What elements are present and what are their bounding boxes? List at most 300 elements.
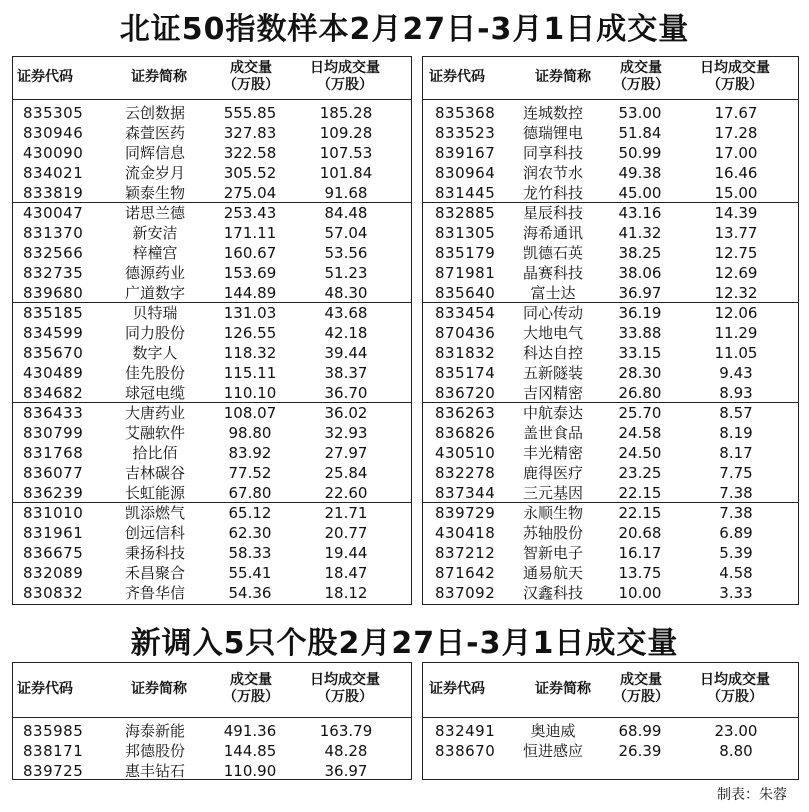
daily-volume-value: 8.19 bbox=[719, 424, 753, 442]
volume-value: 98.80 bbox=[228, 424, 272, 442]
daily-volume-value: 84.48 bbox=[324, 204, 368, 222]
table-row bbox=[423, 403, 798, 423]
table-row bbox=[13, 303, 411, 323]
stock-code: 835185 bbox=[23, 304, 84, 322]
stock-code: 835179 bbox=[435, 244, 496, 262]
stock-code: 870436 bbox=[435, 324, 496, 342]
stock-code: 836433 bbox=[23, 404, 84, 422]
volume-value: 33.15 bbox=[618, 344, 662, 362]
volume-value: 38.25 bbox=[618, 244, 662, 262]
header-volume bbox=[601, 60, 681, 94]
header-daily-volume-line1: 日均成交量 bbox=[310, 60, 380, 76]
daily-volume-value: 107.53 bbox=[319, 144, 373, 162]
stock-code: 834021 bbox=[23, 164, 84, 182]
header-daily-volume bbox=[295, 672, 395, 706]
stock-name: 盖世食品 bbox=[522, 424, 583, 442]
daily-volume-value: 22.60 bbox=[324, 484, 368, 502]
stock-code: 836675 bbox=[23, 544, 84, 562]
daily-volume-value: 7.75 bbox=[719, 464, 753, 482]
table-row bbox=[13, 283, 411, 303]
stock-name: 吉冈精密 bbox=[522, 384, 583, 402]
volume-value: 58.33 bbox=[228, 544, 272, 562]
stock-name: 海希通讯 bbox=[522, 224, 583, 242]
daily-volume-value: 91.68 bbox=[324, 184, 368, 202]
stock-code: 871642 bbox=[435, 564, 496, 582]
new-stocks-table-left bbox=[12, 662, 412, 780]
stock-code: 838171 bbox=[23, 742, 84, 760]
volume-value: 54.36 bbox=[228, 584, 272, 602]
header-daily-volume bbox=[295, 60, 395, 94]
volume-value: 36.19 bbox=[618, 304, 662, 322]
daily-volume-value: 8.93 bbox=[719, 384, 753, 402]
volume-value: 16.17 bbox=[618, 544, 662, 562]
stock-code: 837344 bbox=[435, 484, 496, 502]
stock-code: 830799 bbox=[23, 424, 84, 442]
volume-value: 22.15 bbox=[618, 484, 662, 502]
stock-name: 润农节水 bbox=[522, 164, 583, 182]
volume-value: 83.92 bbox=[228, 444, 272, 462]
table-row bbox=[423, 103, 798, 123]
stock-name: 数字人 bbox=[132, 344, 178, 362]
table-row bbox=[13, 721, 411, 741]
header-daily-volume-line1: 日均成交量 bbox=[700, 60, 770, 76]
header-volume-line1: 成交量 bbox=[230, 672, 272, 688]
table-row bbox=[423, 123, 798, 143]
stock-name: 球冠电缆 bbox=[124, 384, 185, 402]
stock-code: 831445 bbox=[435, 184, 496, 202]
stock-name: 云创数据 bbox=[124, 104, 185, 122]
stock-code: 835305 bbox=[23, 104, 84, 122]
table-row bbox=[13, 163, 411, 183]
table-row bbox=[13, 123, 411, 143]
header-volume-line2: （万股） bbox=[613, 77, 669, 93]
volume-value: 126.55 bbox=[223, 324, 277, 342]
volume-value: 20.68 bbox=[618, 524, 662, 542]
stock-name: 德瑞锂电 bbox=[522, 124, 583, 142]
volume-value: 491.36 bbox=[223, 722, 277, 740]
daily-volume-value: 109.28 bbox=[319, 124, 373, 142]
stock-name: 拾比佰 bbox=[132, 444, 178, 462]
stock-code: 839680 bbox=[23, 284, 84, 302]
stock-name: 同辉信息 bbox=[124, 144, 185, 162]
table-row bbox=[423, 203, 798, 223]
daily-volume-value: 19.44 bbox=[324, 544, 368, 562]
stock-code: 831832 bbox=[435, 344, 496, 362]
header-daily-volume-line1: 日均成交量 bbox=[310, 672, 380, 688]
daily-volume-value: 101.84 bbox=[319, 164, 373, 182]
daily-volume-value: 12.69 bbox=[714, 264, 758, 282]
table-row bbox=[13, 263, 411, 283]
stock-name: 同力股份 bbox=[124, 324, 185, 342]
volume-value: 26.80 bbox=[618, 384, 662, 402]
header-daily-volume-line2: （万股） bbox=[317, 77, 373, 93]
volume-value: 77.52 bbox=[228, 464, 272, 482]
volume-value: 13.75 bbox=[618, 564, 662, 582]
table-row bbox=[423, 463, 798, 483]
header-volume-line2: （万股） bbox=[613, 689, 669, 705]
header-daily-volume bbox=[685, 60, 785, 94]
daily-volume-value: 11.05 bbox=[714, 344, 758, 362]
daily-volume-value: 3.33 bbox=[719, 584, 753, 602]
stock-name: 贝特瑞 bbox=[132, 304, 178, 322]
daily-volume-value: 12.32 bbox=[714, 284, 758, 302]
stock-code: 831010 bbox=[23, 504, 84, 522]
table-row bbox=[13, 203, 411, 223]
header-code: 证券代码 bbox=[429, 69, 485, 85]
daily-volume-value: 38.37 bbox=[324, 364, 368, 382]
daily-volume-value: 8.80 bbox=[719, 742, 753, 760]
volume-value: 24.50 bbox=[618, 444, 662, 462]
header-daily-volume-line1: 日均成交量 bbox=[700, 672, 770, 688]
daily-volume-value: 48.30 bbox=[324, 284, 368, 302]
stock-code: 832885 bbox=[435, 204, 496, 222]
volume-value: 110.90 bbox=[223, 762, 277, 780]
daily-volume-value: 18.12 bbox=[324, 584, 368, 602]
stock-code: 430489 bbox=[23, 364, 84, 382]
stock-name: 奥迪威 bbox=[530, 722, 576, 740]
stock-name: 中航泰达 bbox=[522, 404, 583, 422]
daily-volume-value: 17.67 bbox=[714, 104, 758, 122]
table-row bbox=[423, 263, 798, 283]
stock-name: 连城数控 bbox=[522, 104, 583, 122]
table-row bbox=[423, 503, 798, 523]
header-daily-volume-line2: （万股） bbox=[707, 689, 763, 705]
daily-volume-value: 32.93 bbox=[324, 424, 368, 442]
table-row bbox=[423, 543, 798, 563]
stock-name: 梓橦宫 bbox=[132, 244, 178, 262]
table-row bbox=[13, 443, 411, 463]
daily-volume-value: 15.00 bbox=[714, 184, 758, 202]
volume-value: 110.10 bbox=[223, 384, 277, 402]
header-code: 证券代码 bbox=[17, 69, 73, 85]
daily-volume-value: 23.00 bbox=[714, 722, 758, 740]
daily-volume-value: 8.57 bbox=[719, 404, 753, 422]
table-row bbox=[13, 323, 411, 343]
table-row bbox=[13, 103, 411, 123]
stock-name: 森萱医药 bbox=[124, 124, 185, 142]
volume-value: 51.84 bbox=[618, 124, 662, 142]
header-volume-line1: 成交量 bbox=[620, 672, 662, 688]
stock-code: 833819 bbox=[23, 184, 84, 202]
stock-name: 诺思兰德 bbox=[124, 204, 185, 222]
header-volume-line2: （万股） bbox=[223, 77, 279, 93]
stock-name: 丰光精密 bbox=[522, 444, 583, 462]
stock-name: 科达自控 bbox=[522, 344, 583, 362]
volume-value: 28.30 bbox=[618, 364, 662, 382]
new-stocks-table-right bbox=[422, 662, 799, 780]
volume-value: 43.16 bbox=[618, 204, 662, 222]
stock-code: 837212 bbox=[435, 544, 496, 562]
table-row bbox=[423, 303, 798, 323]
volume-value: 24.58 bbox=[618, 424, 662, 442]
daily-volume-value: 4.58 bbox=[719, 564, 753, 582]
table-row bbox=[13, 761, 411, 781]
table-row bbox=[423, 741, 798, 761]
stock-code: 830946 bbox=[23, 124, 84, 142]
stock-code: 839729 bbox=[435, 504, 496, 522]
stock-name: 海泰新能 bbox=[124, 722, 185, 740]
stock-name: 鹿得医疗 bbox=[522, 464, 583, 482]
stock-name: 创远信科 bbox=[124, 524, 185, 542]
header-volume-line1: 成交量 bbox=[230, 60, 272, 76]
daily-volume-value: 57.04 bbox=[324, 224, 368, 242]
stock-code: 832089 bbox=[23, 564, 84, 582]
stock-code: 833454 bbox=[435, 304, 496, 322]
daily-volume-value: 17.28 bbox=[714, 124, 758, 142]
stock-code: 835640 bbox=[435, 284, 496, 302]
volume-value: 38.06 bbox=[618, 264, 662, 282]
stock-name: 佳先股份 bbox=[124, 364, 185, 382]
daily-volume-value: 53.56 bbox=[324, 244, 368, 262]
stock-code: 832278 bbox=[435, 464, 496, 482]
stock-name: 长虹能源 bbox=[124, 484, 185, 502]
stock-code: 871981 bbox=[435, 264, 496, 282]
header-volume bbox=[211, 672, 291, 706]
header-name: 证券简称 bbox=[131, 69, 187, 85]
stock-code: 831961 bbox=[23, 524, 84, 542]
volume-value: 160.67 bbox=[223, 244, 277, 262]
daily-volume-value: 8.17 bbox=[719, 444, 753, 462]
stock-code: 430047 bbox=[23, 204, 84, 222]
stock-code: 833523 bbox=[435, 124, 496, 142]
daily-volume-value: 14.39 bbox=[714, 204, 758, 222]
daily-volume-value: 12.75 bbox=[714, 244, 758, 262]
header-volume-line1: 成交量 bbox=[620, 60, 662, 76]
table-row bbox=[423, 223, 798, 243]
footer-credit: 制表：朱蓉 bbox=[717, 787, 787, 803]
stock-code: 835985 bbox=[23, 722, 84, 740]
daily-volume-value: 51.23 bbox=[324, 264, 368, 282]
stock-code: 837092 bbox=[435, 584, 496, 602]
stock-name: 流金岁月 bbox=[124, 164, 185, 182]
table-row bbox=[423, 143, 798, 163]
stock-name: 大地电气 bbox=[522, 324, 583, 342]
table-row bbox=[423, 323, 798, 343]
volume-value: 275.04 bbox=[223, 184, 277, 202]
daily-volume-value: 39.44 bbox=[324, 344, 368, 362]
header-volume-line2: （万股） bbox=[223, 689, 279, 705]
table-row bbox=[13, 423, 411, 443]
table-row bbox=[13, 543, 411, 563]
volume-value: 62.30 bbox=[228, 524, 272, 542]
daily-volume-value: 11.29 bbox=[714, 324, 758, 342]
stock-name: 永顺生物 bbox=[522, 504, 583, 522]
volume-value: 23.25 bbox=[618, 464, 662, 482]
volume-value: 41.32 bbox=[618, 224, 662, 242]
stock-name: 智新电子 bbox=[522, 544, 583, 562]
stock-code: 430418 bbox=[435, 524, 496, 542]
table-row bbox=[423, 363, 798, 383]
volume-value: 10.00 bbox=[618, 584, 662, 602]
volume-value: 26.39 bbox=[618, 742, 662, 760]
daily-volume-value: 5.39 bbox=[719, 544, 753, 562]
table-row bbox=[13, 403, 411, 423]
stock-name: 恒进感应 bbox=[522, 742, 583, 760]
volume-value: 22.15 bbox=[618, 504, 662, 522]
stock-name: 苏轴股份 bbox=[522, 524, 583, 542]
stock-name: 艾融软件 bbox=[124, 424, 185, 442]
daily-volume-value: 17.00 bbox=[714, 144, 758, 162]
table-header bbox=[13, 663, 411, 718]
stock-code: 830964 bbox=[435, 164, 496, 182]
volume-value: 25.70 bbox=[618, 404, 662, 422]
volume-value: 68.99 bbox=[618, 722, 662, 740]
stock-name: 吉林碳谷 bbox=[124, 464, 185, 482]
table-row bbox=[13, 223, 411, 243]
daily-volume-value: 18.47 bbox=[324, 564, 368, 582]
header-name: 证券简称 bbox=[535, 681, 591, 697]
stock-name: 五新隧装 bbox=[522, 364, 583, 382]
stock-name: 同享科技 bbox=[522, 144, 583, 162]
header-volume bbox=[211, 60, 291, 94]
table-row bbox=[13, 523, 411, 543]
table-row bbox=[13, 741, 411, 761]
table-row bbox=[423, 423, 798, 443]
volume-value: 50.99 bbox=[618, 144, 662, 162]
index-sample-table-right bbox=[422, 56, 799, 605]
table-row bbox=[423, 483, 798, 503]
stock-code: 838670 bbox=[435, 742, 496, 760]
stock-name: 禾昌聚合 bbox=[124, 564, 185, 582]
volume-value: 144.85 bbox=[223, 742, 277, 760]
table-row bbox=[423, 383, 798, 403]
volume-value: 171.11 bbox=[223, 224, 277, 242]
daily-volume-value: 6.89 bbox=[719, 524, 753, 542]
volume-value: 67.80 bbox=[228, 484, 272, 502]
stock-code: 839167 bbox=[435, 144, 496, 162]
table-row bbox=[13, 243, 411, 263]
stock-code: 831370 bbox=[23, 224, 84, 242]
stock-code: 832566 bbox=[23, 244, 84, 262]
table-row bbox=[423, 721, 798, 741]
table-row bbox=[423, 183, 798, 203]
table-row bbox=[13, 463, 411, 483]
stock-name: 秉扬科技 bbox=[124, 544, 185, 562]
daily-volume-value: 36.70 bbox=[324, 384, 368, 402]
volume-value: 45.00 bbox=[618, 184, 662, 202]
table-row bbox=[423, 243, 798, 263]
volume-value: 131.03 bbox=[223, 304, 277, 322]
volume-value: 118.32 bbox=[223, 344, 277, 362]
volume-value: 108.07 bbox=[223, 404, 277, 422]
stock-name: 齐鲁华信 bbox=[124, 584, 185, 602]
stock-name: 凯德石英 bbox=[522, 244, 583, 262]
stock-code: 835368 bbox=[435, 104, 496, 122]
stock-name: 龙竹科技 bbox=[522, 184, 583, 202]
daily-volume-value: 42.18 bbox=[324, 324, 368, 342]
table-row bbox=[13, 363, 411, 383]
table-row bbox=[423, 443, 798, 463]
table-row bbox=[13, 583, 411, 603]
table-row bbox=[13, 483, 411, 503]
stock-name: 富士达 bbox=[530, 284, 576, 302]
stock-name: 颖泰生物 bbox=[124, 184, 185, 202]
table-row bbox=[423, 343, 798, 363]
header-daily-volume-line2: （万股） bbox=[317, 689, 373, 705]
daily-volume-value: 20.77 bbox=[324, 524, 368, 542]
header-name: 证券简称 bbox=[535, 69, 591, 85]
table-header bbox=[423, 663, 798, 718]
stock-code: 836720 bbox=[435, 384, 496, 402]
table-row bbox=[13, 143, 411, 163]
header-daily-volume bbox=[685, 672, 785, 706]
header-volume bbox=[601, 672, 681, 706]
table-row bbox=[423, 563, 798, 583]
section-title-new-stocks: 新调入5只个股2月27日-3月1日成交量 bbox=[130, 626, 679, 661]
header-name: 证券简称 bbox=[131, 681, 187, 697]
stock-name: 星辰科技 bbox=[522, 204, 583, 222]
table-header bbox=[423, 57, 798, 100]
daily-volume-value: 36.02 bbox=[324, 404, 368, 422]
daily-volume-value: 16.46 bbox=[714, 164, 758, 182]
stock-code: 831305 bbox=[435, 224, 496, 242]
stock-name: 德源药业 bbox=[124, 264, 185, 282]
stock-name: 同心传动 bbox=[522, 304, 583, 322]
stock-code: 430090 bbox=[23, 144, 84, 162]
daily-volume-value: 9.43 bbox=[719, 364, 753, 382]
volume-value: 55.41 bbox=[228, 564, 272, 582]
volume-value: 327.83 bbox=[223, 124, 277, 142]
stock-name: 大唐药业 bbox=[124, 404, 185, 422]
volume-value: 253.43 bbox=[223, 204, 277, 222]
header-code: 证券代码 bbox=[429, 681, 485, 697]
daily-volume-value: 185.28 bbox=[319, 104, 373, 122]
table-header bbox=[13, 57, 411, 100]
stock-code: 832491 bbox=[435, 722, 496, 740]
stock-code: 835670 bbox=[23, 344, 84, 362]
volume-value: 36.97 bbox=[618, 284, 662, 302]
daily-volume-value: 48.28 bbox=[324, 742, 368, 760]
stock-name: 惠丰钻石 bbox=[124, 762, 185, 780]
stock-name: 通易航天 bbox=[522, 564, 583, 582]
table-row bbox=[13, 503, 411, 523]
volume-value: 305.52 bbox=[223, 164, 277, 182]
volume-value: 49.38 bbox=[618, 164, 662, 182]
stock-code: 834599 bbox=[23, 324, 84, 342]
table-row bbox=[423, 523, 798, 543]
stock-code: 836239 bbox=[23, 484, 84, 502]
stock-code: 836077 bbox=[23, 464, 84, 482]
volume-value: 153.69 bbox=[223, 264, 277, 282]
daily-volume-value: 21.71 bbox=[324, 504, 368, 522]
stock-code: 836263 bbox=[435, 404, 496, 422]
index-sample-table-left bbox=[12, 56, 412, 605]
table-row bbox=[13, 343, 411, 363]
volume-value: 144.89 bbox=[223, 284, 277, 302]
stock-name: 广道数字 bbox=[124, 284, 185, 302]
stock-code: 839725 bbox=[23, 762, 84, 780]
volume-value: 322.58 bbox=[223, 144, 277, 162]
stock-name: 凯添燃气 bbox=[124, 504, 185, 522]
volume-value: 53.00 bbox=[618, 104, 662, 122]
volume-value: 115.11 bbox=[223, 364, 277, 382]
volume-value: 33.88 bbox=[618, 324, 662, 342]
stock-name: 晶赛科技 bbox=[522, 264, 583, 282]
table-row bbox=[13, 563, 411, 583]
daily-volume-value: 163.79 bbox=[319, 722, 373, 740]
daily-volume-value: 13.77 bbox=[714, 224, 758, 242]
daily-volume-value: 12.06 bbox=[714, 304, 758, 322]
daily-volume-value: 7.38 bbox=[719, 504, 753, 522]
stock-name: 汉鑫科技 bbox=[522, 584, 583, 602]
volume-value: 65.12 bbox=[228, 504, 272, 522]
header-code: 证券代码 bbox=[17, 681, 73, 697]
stock-code: 836826 bbox=[435, 424, 496, 442]
stock-code: 834682 bbox=[23, 384, 84, 402]
stock-name: 邦德股份 bbox=[124, 742, 185, 760]
page-title: 北证50指数样本2月27日-3月1日成交量 bbox=[119, 12, 690, 47]
header-daily-volume-line2: （万股） bbox=[707, 77, 763, 93]
